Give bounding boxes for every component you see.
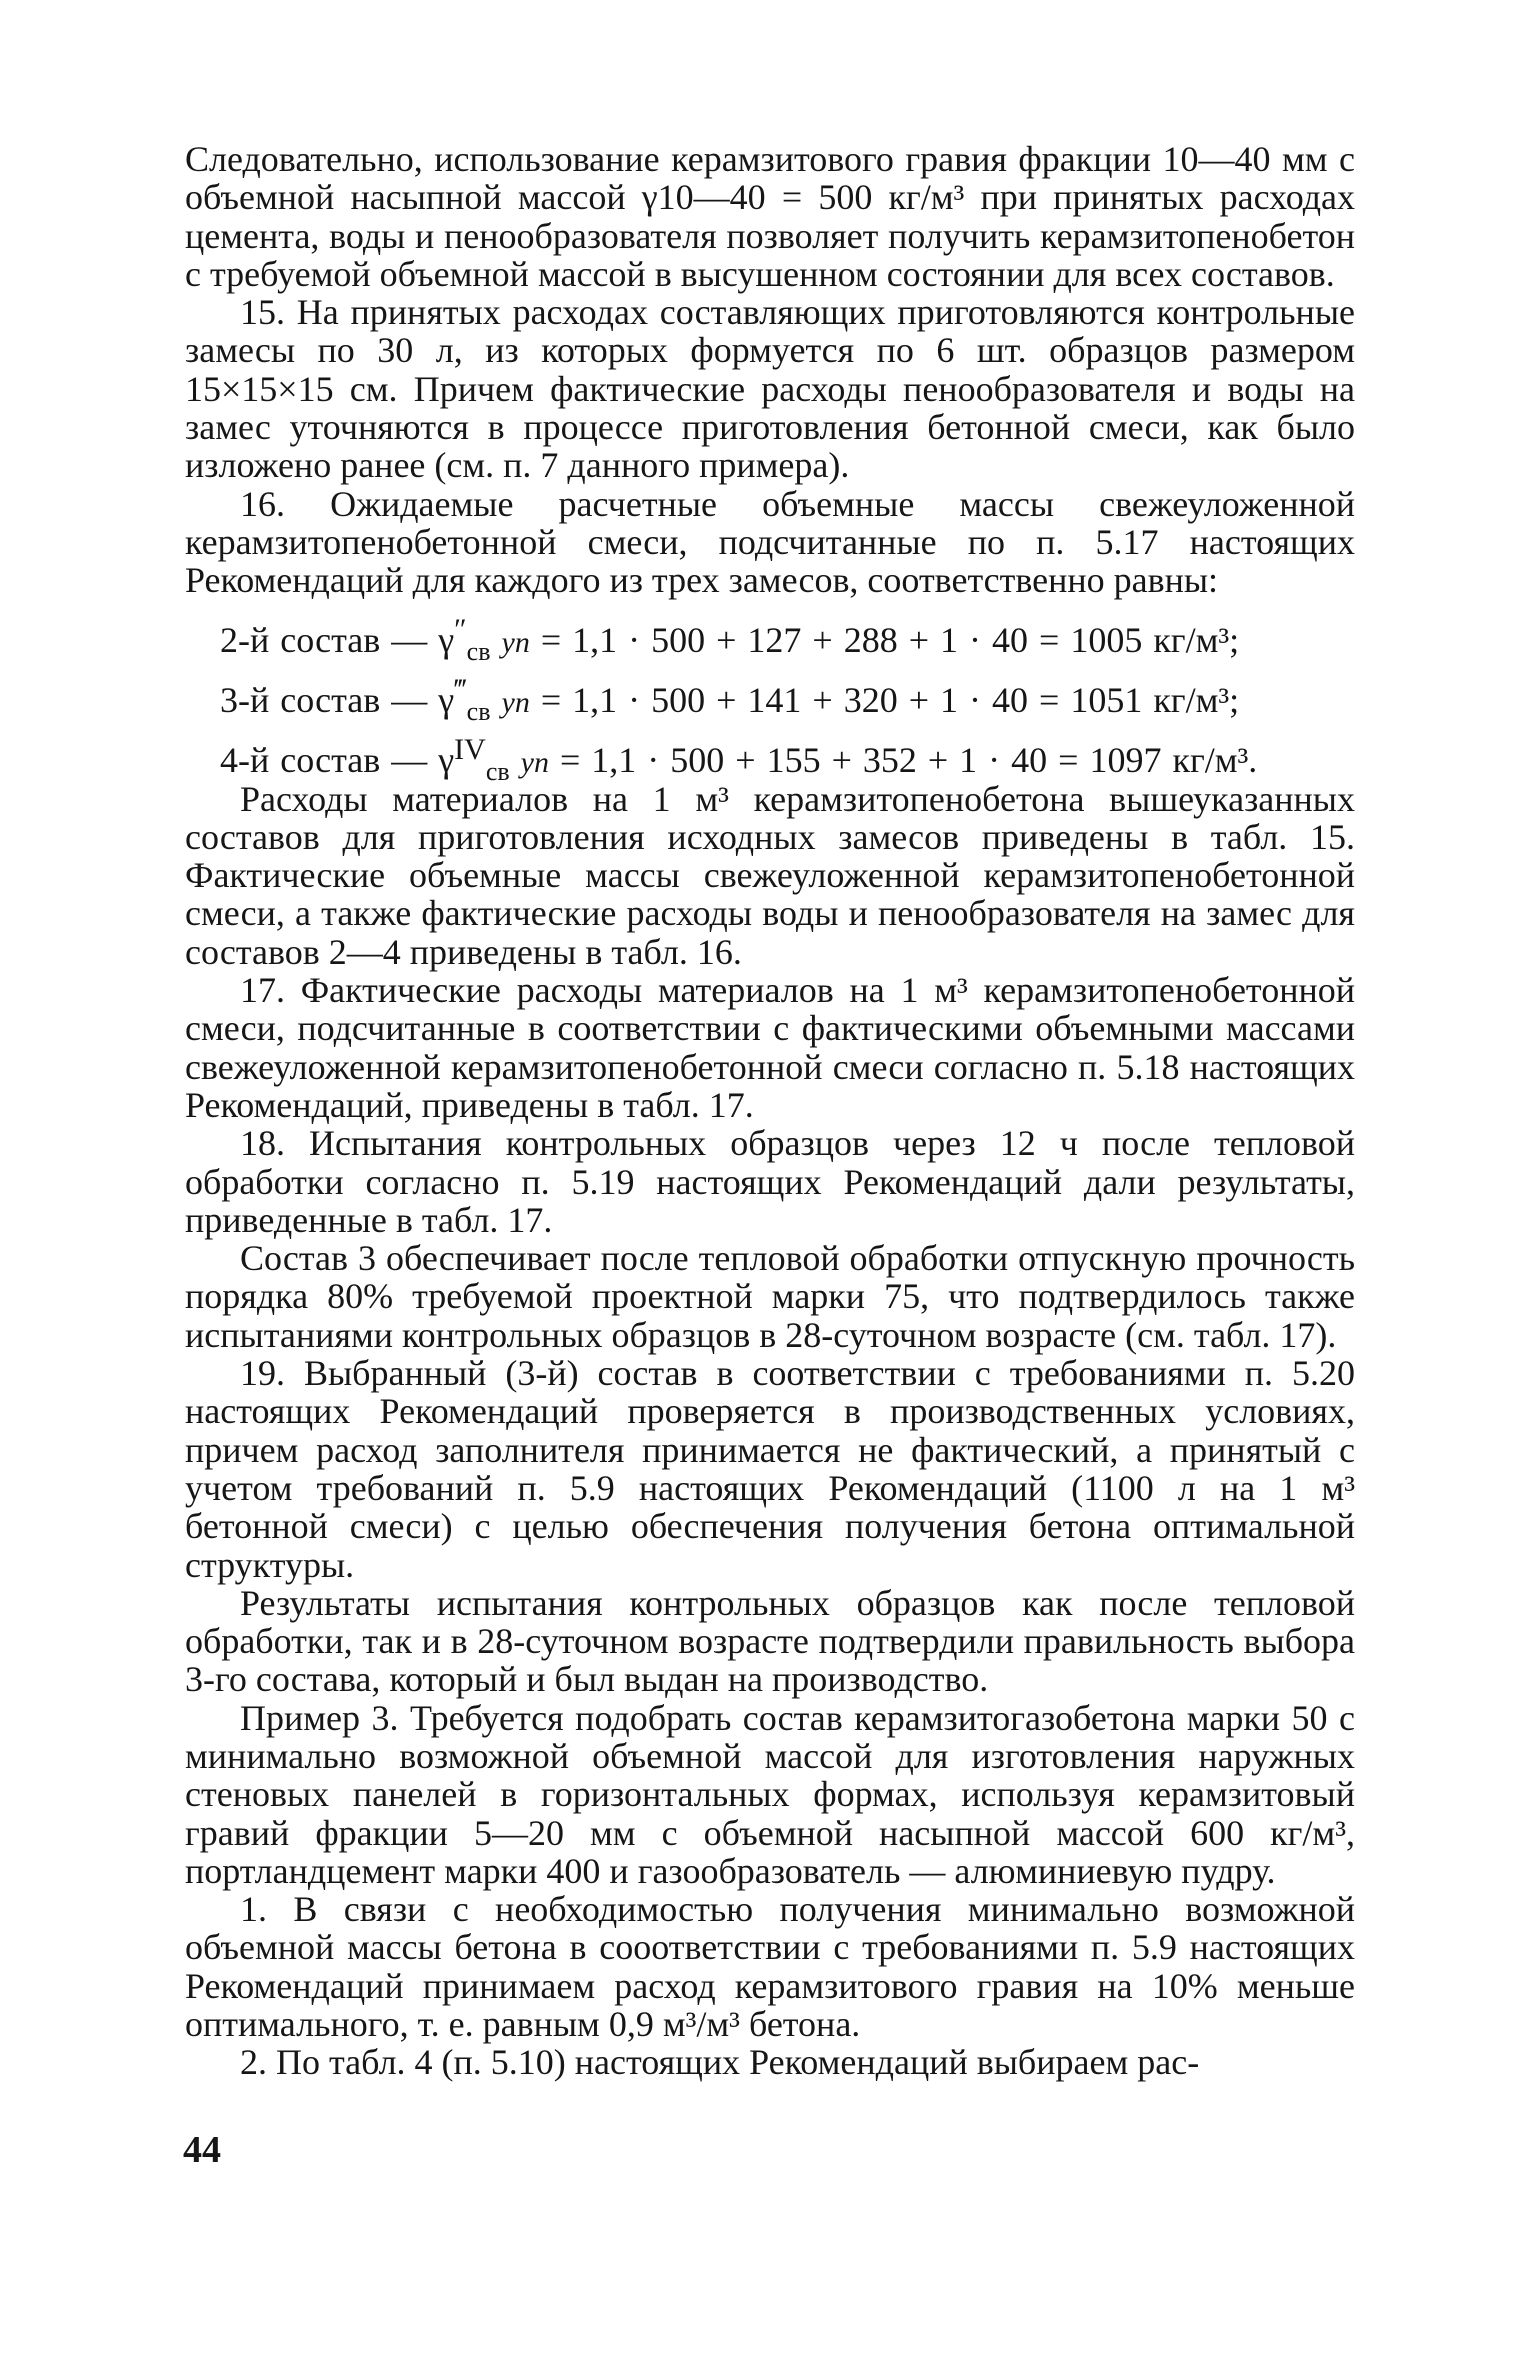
paragraph-material-costs: Расходы материалов на 1 м³ керамзитопенобетона вышеуказанных составов для приготовления исходных замесов приведены в табл. 15. Фактические объемные массы свежеуложенной керамзитопенобетонной смеси, а также фактические расходы воды и пенообразователя на замес для составов 2—4 приведены в табл. 16. <box>185 778 1355 972</box>
formula-composition-4: 4-й состав — $\gamma^{IV}_{св}$ уп = 1,1 · 500 + 155 + 352 + 1 · 40 = 1097 кг/м³. <box>220 732 1258 786</box>
paragraph-item-17: 17. Фактические расходы материалов на 1 м³ керамзитопенобетонной смеси, подсчитанные в соответствии с фактическими объемными массами свежеуложенной керамзитопенобетонной смеси согласно п. 5.18 настоящих Рекомендаций, приведены в табл. 17. <box>185 970 1355 1125</box>
paragraph-step-1: 1. В связи с необходимостью получения минимально возможной объемной массы бетона в сооответствии с требованиями п. 5.9 настоящих Рекомендаций принимаем расход керамзитового гравия на 10% меньше оптимального, т. е. равным 0,9 м³/м³ бетона. <box>185 1889 1355 2045</box>
paragraph-results: Результаты испытания контрольных образцов как после тепловой обработки, так и в 28-суточном возрасте подтвердили правильность выбора 3-го состава, который и был выдан на производство. <box>185 1582 1355 1700</box>
paragraph-example-3: Пример 3. Требуется подобрать состав керамзитогазобетона марки 50 с минимально возможной объемной массой для изготовления наружных стеновых панелей в горизонтальных формах, используя керамзитовый гравий фракции 5—20 мм с объемной насыпной массой 600 кг/м³, портландцемент марки 400 и газообразователь — алюминиевую пудру. <box>185 1697 1355 1891</box>
paragraph-item-19: 19. Выбранный (3-й) состав в соответствии с требованиями п. 5.20 настоящих Рекомендаций проверяется в производственных условиях, причем расход заполнителя принимается не фактический, а принятый с учетом требований п. 5.9 настоящих Рекомендаций (1100 л на 1 м³ бетонной смеси) с целью обеспечения получения бетона оптимальной структуры. <box>185 1353 1355 1585</box>
formula-composition-3: 3-й состав — $\gamma^‴_{св}$ уп = 1,1 · 500 + 141 + 320 + 1 · 40 = 1051 кг/м³; <box>220 672 1240 726</box>
paragraph-composition-3: Состав 3 обеспечивает после тепловой обработки отпускную прочность порядка 80% требуемой проектной марки 75, что подтвердилось также испытаниями контрольных образцов в 28-суточном возрасте (см. табл. 17). <box>185 1238 1355 1355</box>
body-text <box>185 140 1355 2082</box>
paragraph-item-18: 18. Испытания контрольных образцов через 12 ч после тепловой обработки согласно п. 5.19 настоящих Рекомендаций дали результаты, приведенные в табл. 17. <box>185 1123 1355 1240</box>
paragraph-item-15: 15. На принятых расходах составляющих приготовляются контрольные замесы по 30 л, из которых формуется по 6 шт. образцов размером 15×15×15 см. Причем фактические расходы пенообразователя и воды на замес уточняются в процессе приготовления бетонной смеси, как было изложено ранее (см. п. 7 данного примера). <box>185 292 1355 486</box>
paragraph-step-2: 2. По табл. 4 (п. 5.10) настоящих Рекомендаций выбираем рас- <box>240 2042 1200 2083</box>
paragraph-item-16: 16. Ожидаемые расчетные объемные массы свежеуложенной керамзитопенобетонной смеси, подсчитанные по п. 5.17 настоящих Рекомендаций для каждого из трех замесов, соответственно равны: <box>185 483 1355 601</box>
paragraph-conclusion: Следовательно, использование керамзитового гравия фракции 10—40 мм с объемной насыпной массой γ10—40 = 500 кг/м³ при принятых расходах цемента, воды и пенообразователя позволяет получить керамзитопенобетон с требуемой объемной массой в высушенном состоянии для всех составов. <box>185 139 1355 294</box>
page-number: 44 <box>183 2129 221 2171</box>
formula-composition-2: 2-й состав — $\gamma''_{св}$ уп = 1,1 · 500 + 127 + 288 + 1 · 40 = 1005 кг/м³; <box>220 612 1240 666</box>
